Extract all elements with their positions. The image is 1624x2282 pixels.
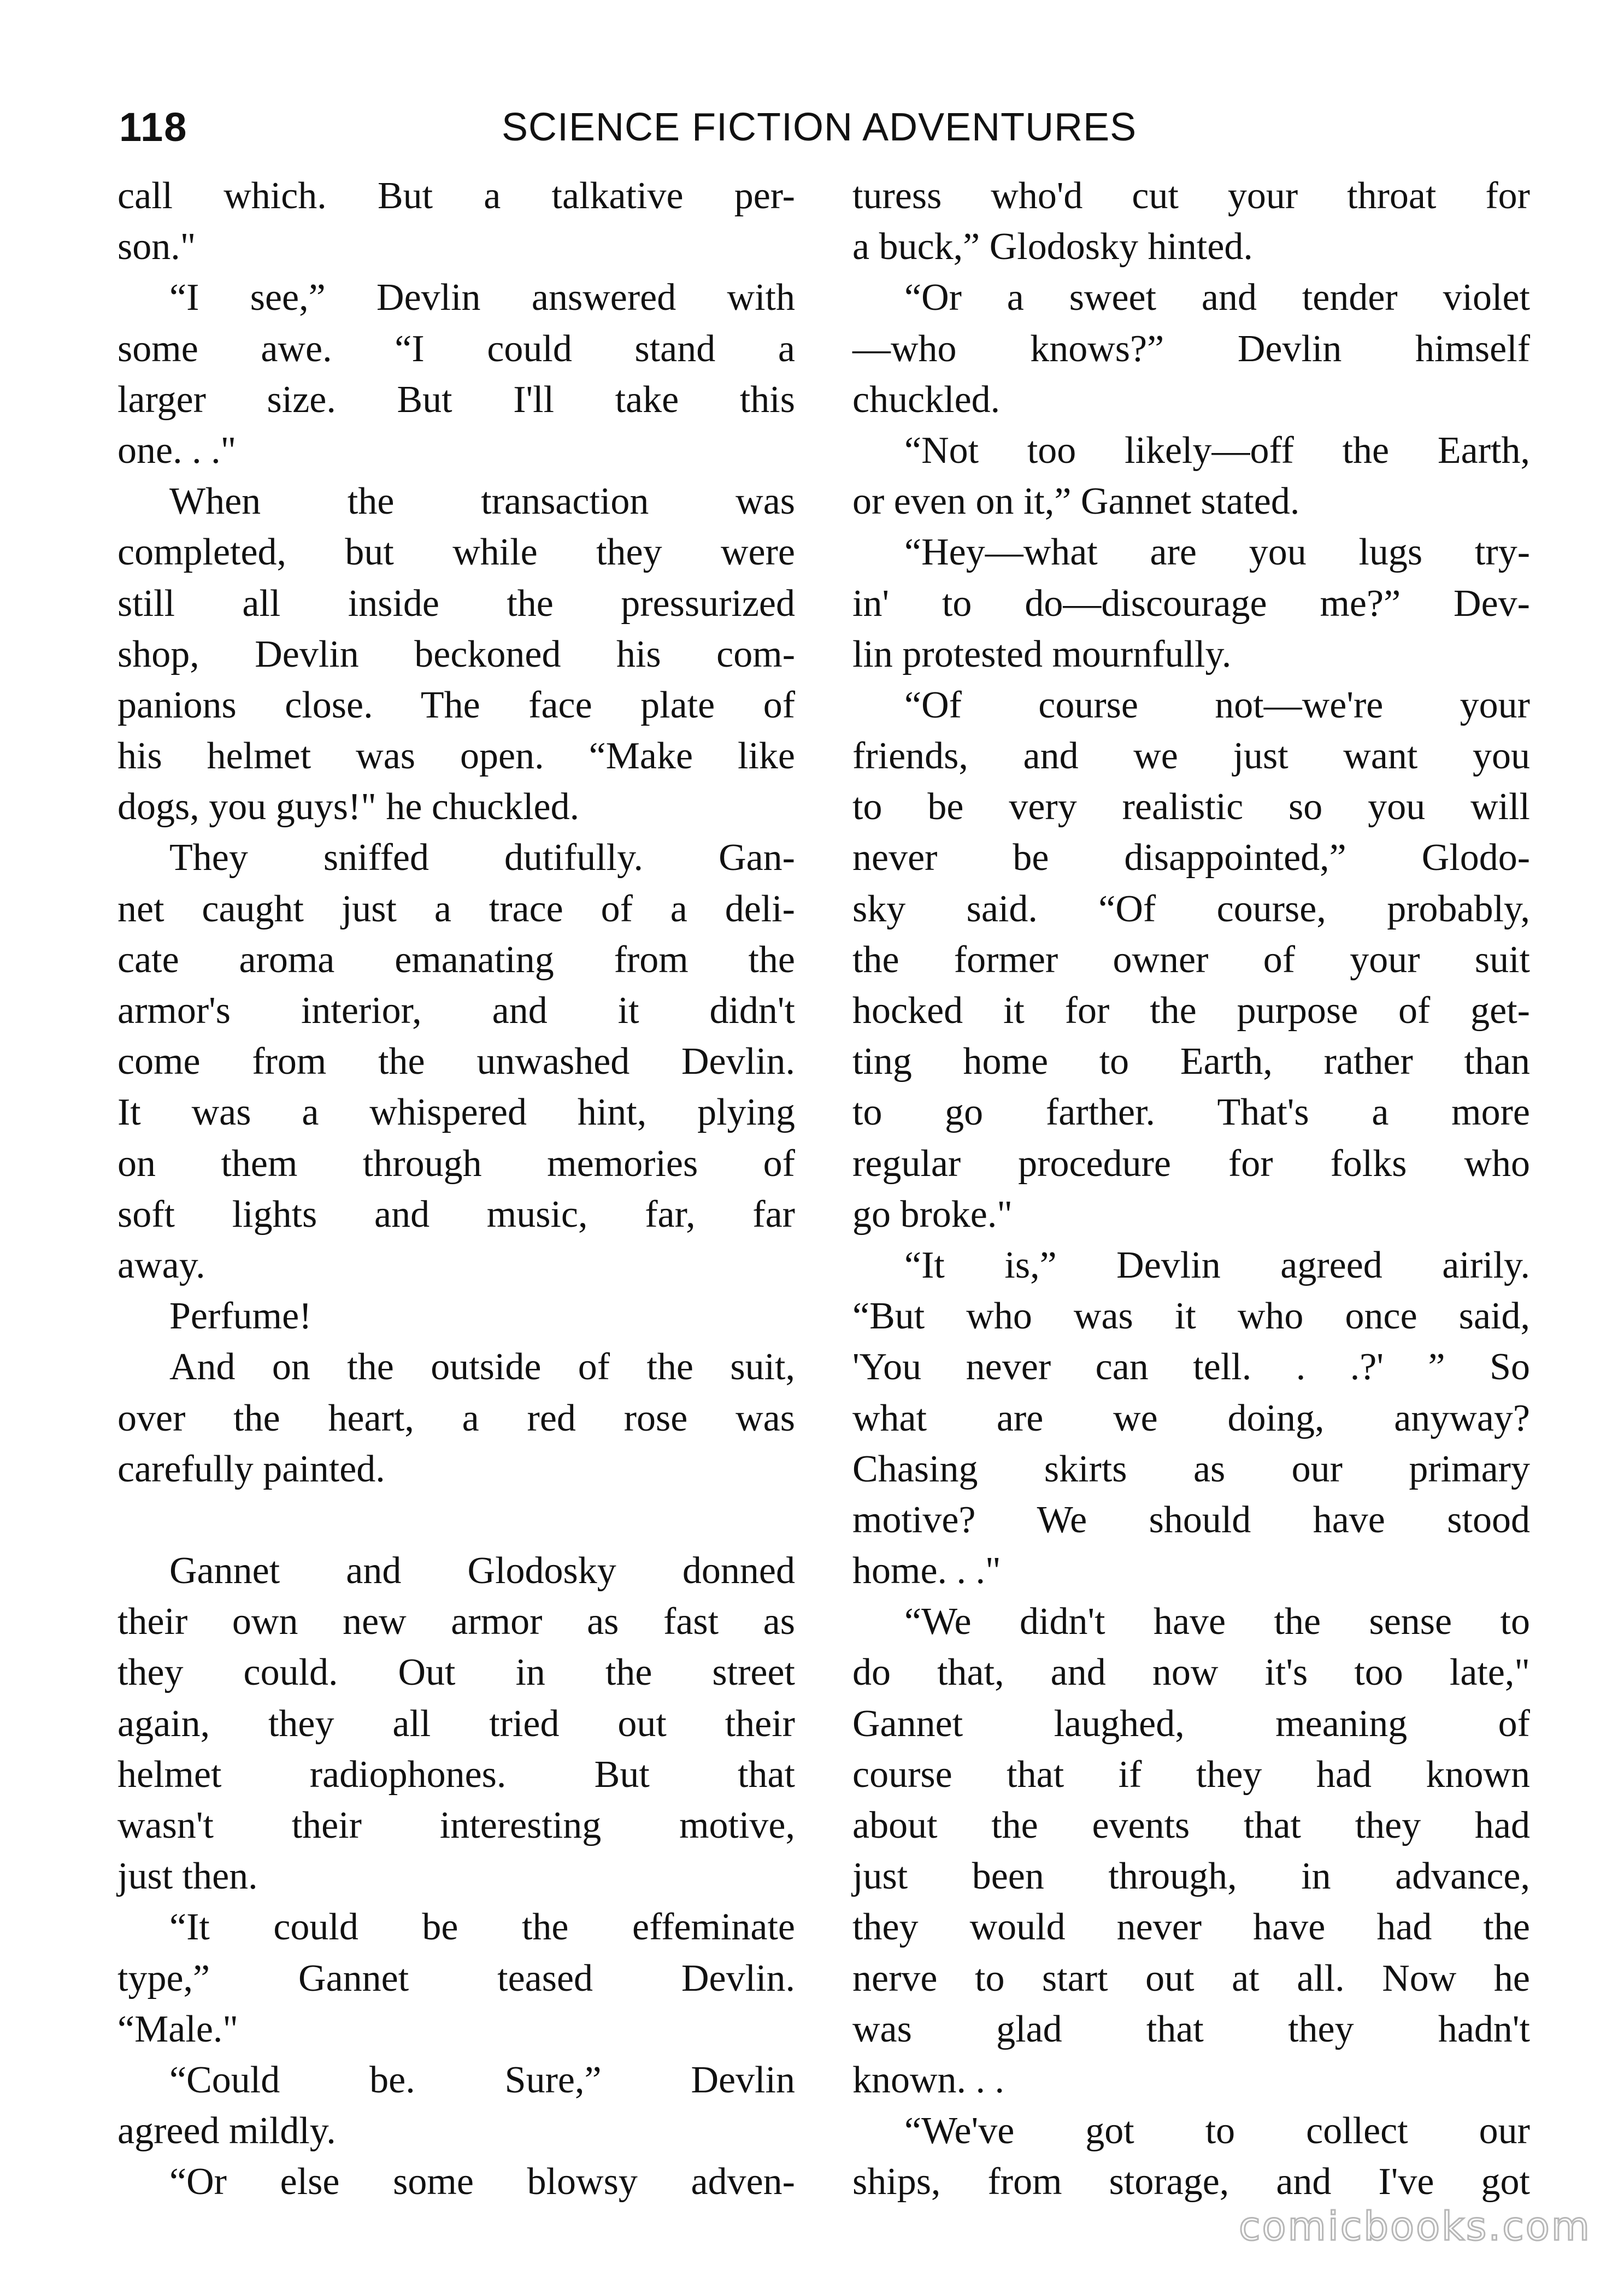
text-line: “We've got to collect our xyxy=(904,2110,1530,2152)
text-line: friends, and we just want you xyxy=(852,735,1530,778)
text-line: “But who was it who once said, xyxy=(852,1295,1530,1338)
text-line: net caught just a trace of a deli- xyxy=(117,887,795,930)
left-text-column xyxy=(117,170,795,2208)
text-line: “I see,” Devlin answered with xyxy=(169,277,795,319)
text-line: their own new armor as fast as xyxy=(117,1601,795,1643)
page-header xyxy=(119,97,1157,157)
text-line: call which. But a talkative per- xyxy=(117,175,795,217)
text-line: never be disappointed,” Glodo- xyxy=(852,837,1530,879)
text-line: just been through, in advance, xyxy=(852,1855,1530,1898)
text-line: “Or else some blowsy adven- xyxy=(169,2161,795,2203)
text-line: Perfume! xyxy=(169,1295,312,1338)
text-line: When the transaction was xyxy=(169,480,795,523)
text-line: They sniffed dutifully. Gan- xyxy=(169,837,795,879)
text-line: to go farther. That's a more xyxy=(852,1091,1530,1134)
text-line: agreed mildly. xyxy=(117,2110,336,2152)
text-line: still all inside the pressurized xyxy=(117,582,795,625)
text-line: cate aroma emanating from the xyxy=(117,938,795,981)
text-line: And on the outside of the suit, xyxy=(169,1346,795,1389)
text-line: helmet radiophones. But that xyxy=(117,1753,795,1796)
text-line: larger size. But I'll take this xyxy=(117,378,795,421)
text-line: just then. xyxy=(117,1855,258,1898)
text-line: chuckled. xyxy=(852,378,1001,421)
text-line: hocked it for the purpose of get- xyxy=(852,990,1530,1032)
text-line: or even on it,” Gannet stated. xyxy=(852,480,1300,523)
text-line: to be very realistic so you will xyxy=(852,786,1530,828)
text-line: “Not too likely—off the Earth, xyxy=(904,429,1530,472)
text-line: “It is,” Devlin agreed airily. xyxy=(904,1244,1530,1286)
text-line: “Of course not—we're your xyxy=(904,684,1530,726)
text-line: wasn't their interesting motive, xyxy=(117,1804,795,1846)
text-line: go broke." xyxy=(852,1193,1013,1236)
text-line: course that if they had known xyxy=(852,1753,1530,1796)
text-line: panions close. The face plate of xyxy=(117,684,795,726)
text-line: shop, Devlin beckoned his com- xyxy=(117,633,795,675)
text-line: “It could be the effeminate xyxy=(169,1906,795,1949)
text-line xyxy=(117,1495,795,1545)
text-line: what are we doing, anyway? xyxy=(852,1397,1530,1439)
text-line: they could. Out in the street xyxy=(117,1651,795,1694)
watermark: comicbooks.com xyxy=(1238,2203,1591,2249)
text-line: come from the unwashed Devlin. xyxy=(117,1040,795,1083)
text-line: one. . ." xyxy=(117,429,237,472)
right-text-column xyxy=(852,170,1530,2208)
text-line: again, they all tried out their xyxy=(117,1702,795,1745)
text-line: regular procedure for folks who xyxy=(852,1142,1530,1185)
text-line: It was a whispered hint, plying xyxy=(117,1091,795,1134)
text-line: lin protested mournfully. xyxy=(852,633,1232,675)
text-line: home. . ." xyxy=(852,1550,1001,1592)
text-line: his helmet was open. “Make like xyxy=(117,735,795,778)
text-line: motive? We should have stood xyxy=(852,1498,1530,1541)
text-line: Chasing skirts as our primary xyxy=(852,1448,1530,1490)
text-line: 'You never can tell. . .?' ” So xyxy=(852,1346,1530,1389)
text-line: type,” Gannet teased Devlin. xyxy=(117,1957,795,1999)
text-line: carefully painted. xyxy=(117,1448,385,1490)
text-line: Gannet laughed, meaning of xyxy=(852,1702,1530,1745)
text-line: nerve to start out at all. Now he xyxy=(852,1957,1530,1999)
text-line: do that, and now it's too late," xyxy=(852,1651,1530,1694)
running-head: SCIENCE FICTION ADVENTURES xyxy=(502,105,1137,149)
text-line: son." xyxy=(117,226,196,268)
text-line: turess who'd cut your throat for xyxy=(852,175,1530,217)
text-line: in' to do—discourage me?” Dev- xyxy=(852,582,1530,625)
text-line: armor's interior, and it didn't xyxy=(117,990,795,1032)
page-number: 118 xyxy=(119,104,188,150)
text-line: completed, but while they were xyxy=(117,531,795,574)
text-line: a buck,” Glodosky hinted. xyxy=(852,226,1253,268)
text-line: sky said. “Of course, probably, xyxy=(852,887,1530,930)
text-line: Gannet and Glodosky donned xyxy=(169,1550,795,1592)
text-line: ships, from storage, and I've got xyxy=(852,2161,1530,2203)
text-line: ting home to Earth, rather than xyxy=(852,1040,1530,1083)
text-line: known. . . xyxy=(852,2058,1005,2101)
text-line: was glad that they hadn't xyxy=(852,2008,1530,2050)
text-line: dogs, you guys!" he chuckled. xyxy=(117,786,580,828)
text-line: —who knows?” Devlin himself xyxy=(852,327,1530,370)
text-line: the former owner of your suit xyxy=(852,938,1530,981)
text-line: about the events that they had xyxy=(852,1804,1530,1846)
text-line: soft lights and music, far, far xyxy=(117,1193,795,1236)
text-line: “We didn't have the sense to xyxy=(904,1601,1530,1643)
text-line: “Could be. Sure,” Devlin xyxy=(169,2058,795,2101)
text-line: away. xyxy=(117,1244,205,1286)
text-line: some awe. “I could stand a xyxy=(117,327,795,370)
text-line: over the heart, a red rose was xyxy=(117,1397,795,1439)
text-line: “Or a sweet and tender violet xyxy=(904,277,1530,319)
text-line: on them through memories of xyxy=(117,1142,795,1185)
text-line: “Male." xyxy=(117,2008,238,2050)
text-line: they would never have had the xyxy=(852,1906,1530,1949)
text-line: “Hey—what are you lugs try- xyxy=(904,531,1530,574)
